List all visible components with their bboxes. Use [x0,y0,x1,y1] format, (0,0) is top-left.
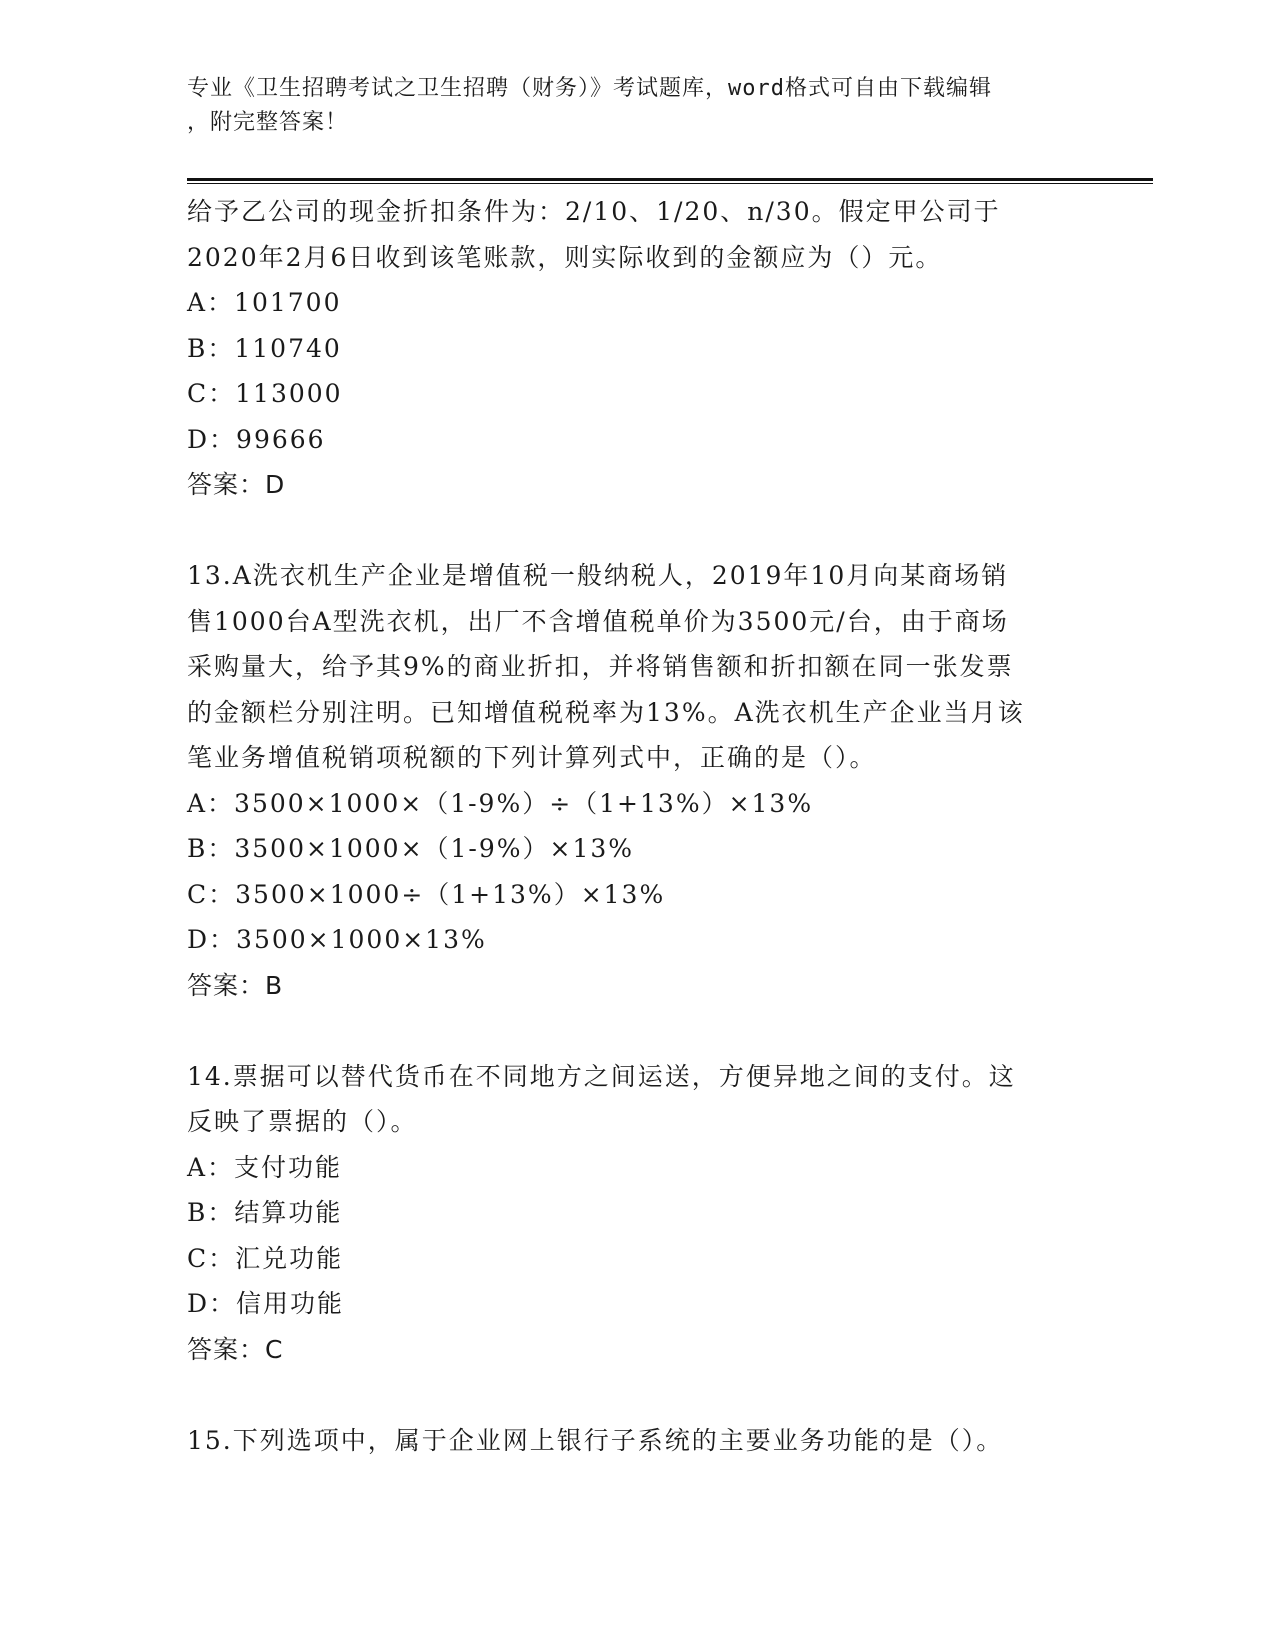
question-14 [187,1054,1087,1373]
question-stem-line: 售1000台A型洗衣机，出厂不含增值税单价为3500元/台，由于商场 [187,606,1009,636]
question-stem-line: 给予乙公司的现金折扣条件为：2/10、1/20、n/30。假定甲公司于 [187,197,1001,226]
question-spacer [187,1008,1087,1054]
question-spacer [187,1372,1087,1418]
option-c: C：113000 [187,379,343,408]
answer-label: 答案：B [187,970,284,1000]
question-stem-line: 反映了票据的（）。 [187,1107,418,1136]
answer-label: 答案：C [187,1334,284,1364]
option-b: B：110740 [187,333,342,363]
question-stem-line: 的金额栏分别注明。已知增值税税率为13%。A洗衣机生产企业当月该 [187,697,1025,727]
question-spacer [187,508,1087,554]
option-a: A：3500×1000×（1-9%）÷（1+13%）×13% [187,788,814,818]
header-line-1: 专业《卫生招聘考试之卫生招聘（财务）》考试题库，word格式可自由下载编辑 [187,76,992,101]
document-header [187,72,1077,140]
option-d: D：99666 [187,424,326,454]
question-stem-line: 15.下列选项中，属于企业网上银行子系统的主要业务功能的是（）。 [187,1425,1004,1455]
question-list [187,189,1087,1463]
question-12 [187,189,1087,508]
option-b: B：3500×1000×（1-9%）×13% [187,834,635,863]
header-divider-thick [187,178,1153,181]
option-a: A：支付功能 [187,1152,343,1182]
question-13 [187,553,1087,1008]
question-stem-line: 13.A洗衣机生产企业是增值税一般纳税人，2019年10月向某商场销 [187,561,1009,590]
header-line-2: ，附完整答案！ [187,110,349,135]
option-a: A：101700 [187,288,342,317]
question-stem-line: 2020年2月6日收到该笔账款，则实际收到的金额应为（）元。 [187,242,943,272]
option-b: B：结算功能 [187,1198,343,1227]
answer-label: 答案：D [187,470,286,499]
header-divider-thin [187,183,1153,184]
question-stem-line: 笔业务增值税销项税额的下列计算列式中，正确的是（）。 [187,743,877,772]
question-stem-line: 采购量大，给予其9%的商业折扣，并将销售额和折扣额在同一张发票 [187,652,1014,681]
question-stem-line: 14.票据可以替代货币在不同地方之间运送，方便异地之间的支付。这 [187,1061,1016,1091]
option-c: C：汇兑功能 [187,1243,344,1273]
option-d: D：信用功能 [187,1289,345,1318]
option-d: D：3500×1000×13% [187,925,487,954]
question-15 [187,1418,1087,1464]
option-c: C：3500×1000÷（1+13%）×13% [187,879,666,909]
